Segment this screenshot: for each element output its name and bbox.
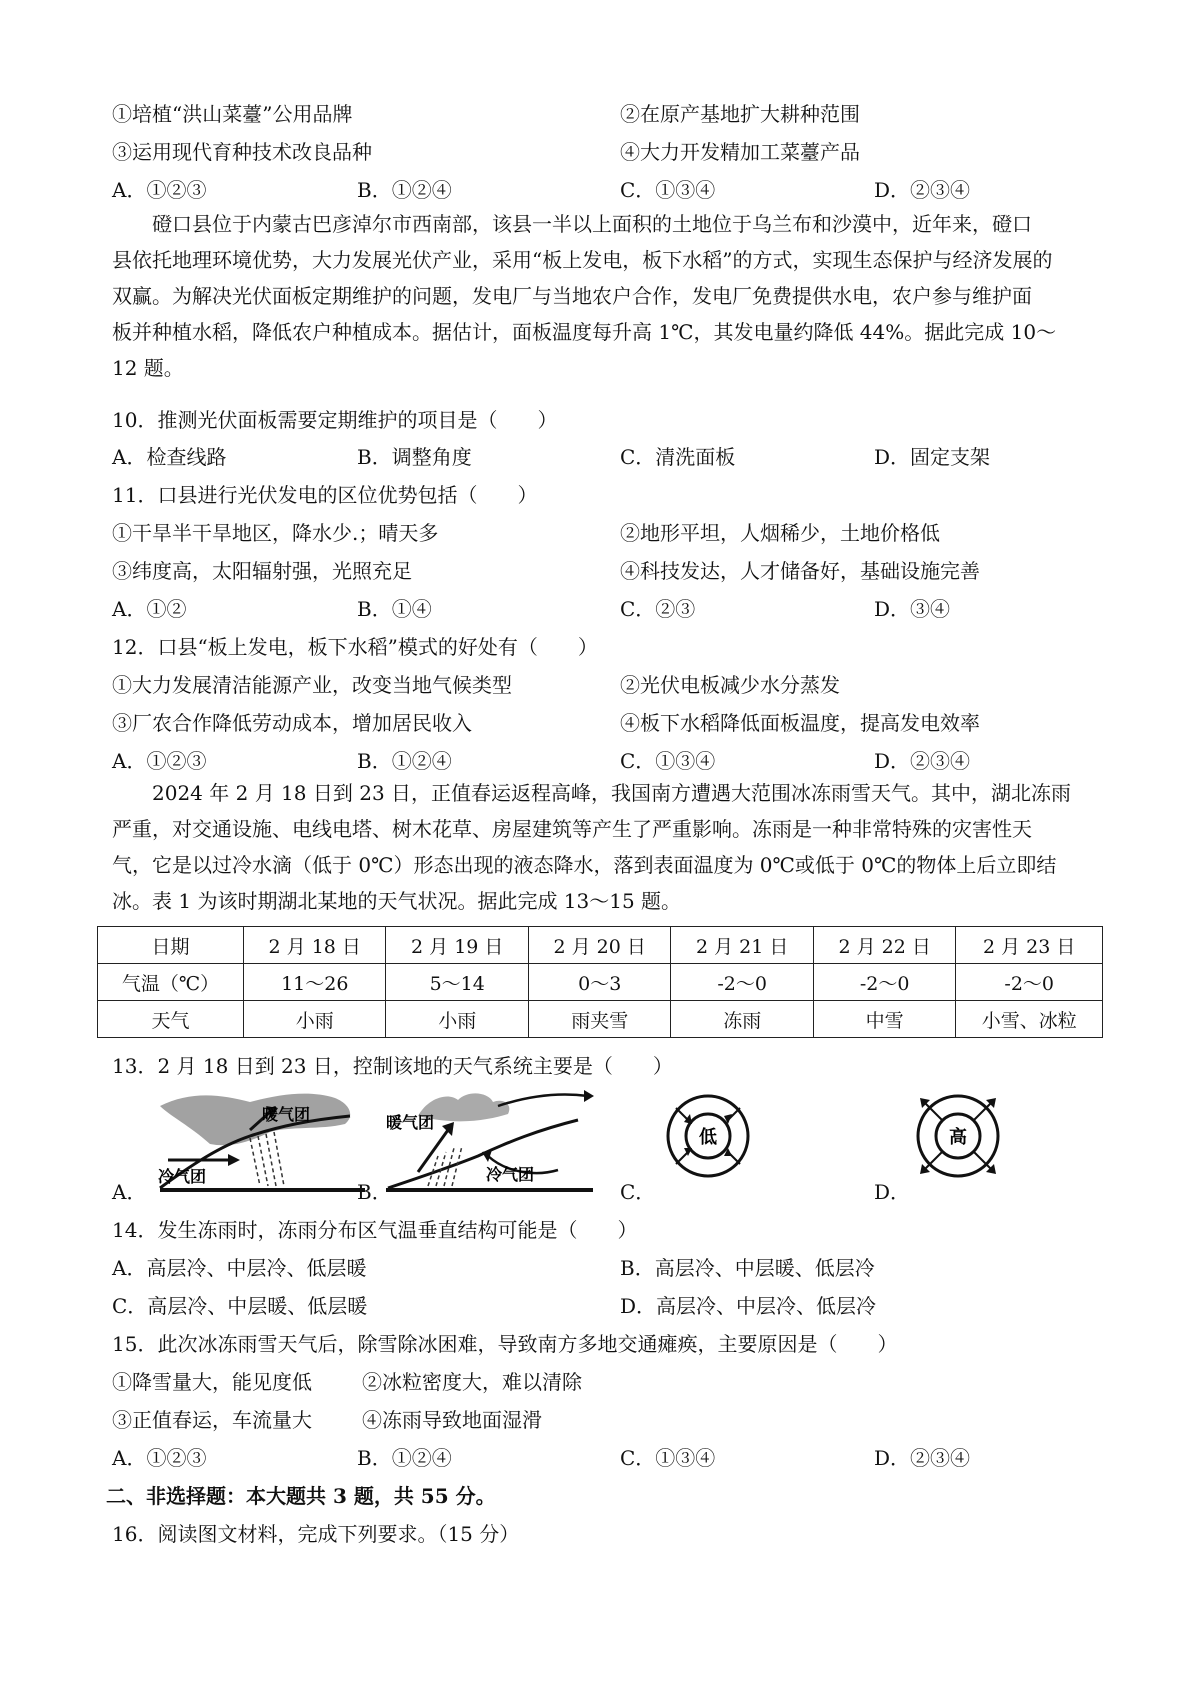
- q12-option-b: B．①②④: [357, 749, 452, 773]
- q12-item-4: ④板下水稻降低面板温度，提高发电效率: [620, 711, 980, 735]
- q12-option-a: A．①②③: [112, 749, 207, 773]
- cold-front-diagram: [150, 1086, 370, 1198]
- q16-stem: 16．阅读图文材料，完成下列要求。（15 分）: [112, 1522, 520, 1546]
- q11-option-a: A．①②: [112, 597, 187, 621]
- q14-option-d: D．高层冷、中层冷、低层冷: [620, 1294, 877, 1318]
- row-label: 日期: [98, 927, 244, 964]
- q12-option-d: D．②③④: [874, 749, 971, 773]
- table-cell: 中雪: [813, 1001, 955, 1038]
- q12-option-c: C．①③④: [620, 749, 716, 773]
- passage-1-line: 12 题。: [112, 356, 184, 380]
- table-cell: 2 月 18 日: [244, 927, 386, 964]
- q11-stem: 11．口县进行光伏发电的区位优势包括（ ）: [112, 483, 538, 507]
- q13-stem: 13．2 月 18 日到 23 日，控制该地的天气系统主要是（ ）: [112, 1054, 673, 1078]
- q15-option-a: A．①②③: [112, 1446, 207, 1470]
- q11-option-d: D．③④: [874, 597, 951, 621]
- q9-item-4: ④大力开发精加工菜薹产品: [620, 140, 860, 164]
- q9-option-c: C．①③④: [620, 178, 716, 202]
- q10-option-c: C．清洗面板: [620, 445, 736, 469]
- q12-stem: 12．口县“板上发电，板下水稻”模式的好处有（ ）: [112, 635, 598, 659]
- q13-option-b: B．: [357, 1180, 392, 1204]
- table-cell: 2 月 22 日: [813, 927, 955, 964]
- table-cell: 5～14: [386, 964, 528, 1001]
- table-cell: -2～0: [813, 964, 955, 1001]
- q12-item-1: ①大力发展清洁能源产业，改变当地气候类型: [112, 673, 512, 697]
- table-cell: 0～3: [528, 964, 670, 1001]
- passage-2-line: 2024 年 2 月 18 日到 23 日，正值春运返程高峰，我国南方遭遇大范围冰冻雨雪天气。其中，湖北冻雨: [152, 781, 1072, 805]
- table-row-weather: [98, 1001, 1103, 1038]
- q15-item-2: ②冰粒密度大，难以清除: [362, 1370, 582, 1394]
- table-cell: 小雨: [386, 1001, 528, 1038]
- q12-item-2: ②光伏电板减少水分蒸发: [620, 673, 840, 697]
- q9-item-3: ③运用现代育种技术改良品种: [112, 140, 372, 164]
- q15-item-1: ①降雪量大，能见度低: [112, 1370, 312, 1394]
- passage-2: [112, 775, 1092, 919]
- q9-item-1: ①培植“洪山菜薹”公用品牌: [112, 102, 353, 126]
- q11-option-c: C．②③: [620, 597, 696, 621]
- table-cell: -2～0: [956, 964, 1103, 1001]
- passage-1-line: 双赢。为解决光伏面板定期维护的问题，发电厂与当地农户合作，发电厂免费提供水电，农户参与维护面: [112, 284, 1032, 308]
- q14-stem: 14．发生冻雨时，冻雨分布区气温垂直结构可能是（ ）: [112, 1218, 638, 1242]
- table-row-date: [98, 927, 1103, 964]
- section-2-heading: 二、非选择题：本大题共 3 题，共 55 分。: [106, 1484, 496, 1508]
- q13-option-c: C．: [620, 1180, 656, 1204]
- q14-option-a: A．高层冷、中层冷、低层暖: [112, 1256, 367, 1280]
- q9-option-a: A．①②③: [112, 178, 207, 202]
- q9-item-2: ②在原产基地扩大耕种范围: [620, 102, 860, 126]
- warm-front-diagram: [378, 1086, 598, 1198]
- passage-1: [112, 206, 1092, 386]
- cold-air-label: 冷气团: [486, 1165, 535, 1184]
- row-label: 气温（℃）: [98, 964, 244, 1001]
- warm-air-label: 暖气团: [386, 1113, 435, 1132]
- warm-air-label: 暖气团: [262, 1105, 311, 1124]
- table-cell: 雨夹雪: [528, 1001, 670, 1038]
- q15-option-b: B．①②④: [357, 1446, 452, 1470]
- q13-option-d: D．: [874, 1180, 911, 1204]
- cold-air-label: 冷气团: [158, 1167, 207, 1186]
- q15-item-4: ④冻雨导致地面湿滑: [362, 1408, 542, 1432]
- table-cell: 2 月 20 日: [528, 927, 670, 964]
- q15-item-3: ③正值春运，车流量大: [112, 1408, 312, 1432]
- q11-item-4: ④科技发达，人才储备好，基础设施完善: [620, 559, 980, 583]
- q13-option-a: A．: [112, 1180, 147, 1204]
- q9-option-b: B．①②④: [357, 178, 452, 202]
- q15-option-d: D．②③④: [874, 1446, 971, 1470]
- q10-option-b: B．调整角度: [357, 445, 472, 469]
- table-cell: 2 月 19 日: [386, 927, 528, 964]
- passage-2-line: 冰。表 1 为该时期湖北某地的天气状况。据此完成 13～15 题。: [112, 889, 682, 913]
- table-cell: 小雪、冰粒: [956, 1001, 1103, 1038]
- row-label: 天气: [98, 1001, 244, 1038]
- table-row-temperature: [98, 964, 1103, 1001]
- high-pressure-label: 高: [949, 1127, 967, 1148]
- table-cell: 2 月 23 日: [956, 927, 1103, 964]
- q11-item-2: ②地形平坦，人烟稀少，土地价格低: [620, 521, 940, 545]
- q11-item-3: ③纬度高，太阳辐射强，光照充足: [112, 559, 412, 583]
- passage-1-line: 县依托地理环境优势，大力发展光伏产业，采用“板上发电，板下水稻”的方式，实现生态保护与经济发展的: [112, 248, 1053, 272]
- table-cell: -2～0: [671, 964, 813, 1001]
- low-pressure-label: 低: [699, 1127, 717, 1148]
- anticyclone-diagram: [908, 1086, 1008, 1186]
- table-cell: 小雨: [244, 1001, 386, 1038]
- q10-option-a: A．检查线路: [112, 445, 227, 469]
- q14-option-b: B．高层冷、中层暖、低层冷: [620, 1256, 875, 1280]
- q12-item-3: ③厂农合作降低劳动成本，增加居民收入: [112, 711, 472, 735]
- q11-option-b: B．①④: [357, 597, 432, 621]
- cyclone-diagram: [658, 1086, 758, 1186]
- q15-stem: 15．此次冰冻雨雪天气后，除雪除冰困难，导致南方多地交通瘫痪，主要原因是（ ）: [112, 1332, 898, 1356]
- table-cell: 2 月 21 日: [671, 927, 813, 964]
- q15-option-c: C．①③④: [620, 1446, 716, 1470]
- q9-option-d: D．②③④: [874, 178, 971, 202]
- q14-option-c: C．高层冷、中层暖、低层暖: [112, 1294, 368, 1318]
- q11-item-1: ①干旱半干旱地区，降水少.；晴天多: [112, 521, 439, 545]
- table-cell: 11～26: [244, 964, 386, 1001]
- passage-1-line: 板并种植水稻，降低农户种植成本。据估计，面板温度每升高 1℃，其发电量约降低 44%。据此完成 10～: [112, 320, 1057, 344]
- passage-2-line: 严重，对交通设施、电线电塔、树木花草、房屋建筑等产生了严重影响。冻雨是一种非常特殊的灾害性天: [112, 817, 1032, 841]
- table-cell: 冻雨: [671, 1001, 813, 1038]
- passage-1-line: 磴口县位于内蒙古巴彦淖尔市西南部，该县一半以上面积的土地位于乌兰布和沙漠中，近年来，磴口: [152, 212, 1032, 236]
- passage-2-line: 气，它是以过冷水滴（低于 0℃）形态出现的液态降水，落到表面温度为 0℃或低于 0℃的物体上后立即结: [112, 853, 1057, 877]
- q10-stem: 10．推测光伏面板需要定期维护的项目是（ ）: [112, 408, 558, 432]
- q10-option-d: D．固定支架: [874, 445, 991, 469]
- weather-table: [97, 926, 1103, 1038]
